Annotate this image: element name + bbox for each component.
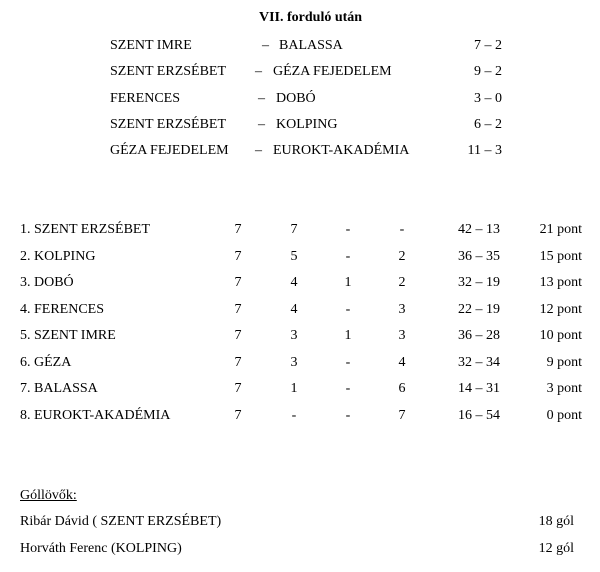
- standing-won: -: [291, 408, 297, 423]
- standing-goals: 36 – 35: [458, 249, 500, 264]
- standing-played: 7: [234, 249, 242, 264]
- standing-team: 2. KOLPING: [20, 249, 96, 264]
- match-away-team: KOLPING: [276, 117, 338, 132]
- match-dash: –: [255, 143, 262, 158]
- standing-points: 12 pont: [539, 302, 582, 317]
- match-away-team: EUROKT-AKADÉMIA: [273, 143, 410, 158]
- match-away-team: BALASSA: [279, 38, 343, 53]
- standing-played: 7: [234, 408, 242, 423]
- standing-points: 10 pont: [539, 328, 582, 343]
- standing-lost: 4: [398, 355, 406, 370]
- standing-won: 4: [290, 302, 298, 317]
- match-home-team: FERENCES: [110, 91, 181, 106]
- standing-drawn: -: [345, 302, 351, 317]
- scorer-goals: 18 gól: [538, 514, 574, 529]
- standing-won: 5: [290, 249, 298, 264]
- standing-points: 0 pont: [546, 408, 582, 423]
- standing-won: 1: [290, 381, 298, 396]
- standing-drawn: 1: [344, 275, 352, 290]
- standing-goals: 42 – 13: [458, 222, 500, 237]
- standing-played: 7: [234, 328, 242, 343]
- match-home-team: GÉZA FEJEDELEM: [110, 143, 229, 158]
- standing-team: 7. BALASSA: [20, 381, 98, 396]
- standing-goals: 32 – 19: [458, 275, 500, 290]
- standing-lost: 2: [398, 249, 406, 264]
- match-away-team: DOBÓ: [276, 91, 316, 106]
- standing-lost: 6: [398, 381, 406, 396]
- standing-won: 7: [290, 222, 298, 237]
- standing-points: 21 pont: [539, 222, 582, 237]
- standing-lost: 7: [398, 408, 406, 423]
- match-dash: –: [262, 38, 269, 53]
- standing-won: 4: [290, 275, 298, 290]
- standing-lost: 3: [398, 328, 406, 343]
- standing-drawn: 1: [344, 328, 352, 343]
- standing-drawn: -: [345, 408, 351, 423]
- match-score: 9 – 2: [474, 64, 502, 79]
- standing-goals: 16 – 54: [458, 408, 500, 423]
- standing-lost: 2: [398, 275, 406, 290]
- standing-points: 15 pont: [539, 249, 582, 264]
- match-score: 3 – 0: [474, 91, 502, 106]
- standing-team: 4. FERENCES: [20, 302, 105, 317]
- match-away-team: GÉZA FEJEDELEM: [273, 64, 392, 79]
- match-dash: –: [258, 117, 265, 132]
- match-home-team: SZENT ERZSÉBET: [110, 117, 227, 132]
- match-score: 6 – 2: [474, 117, 502, 132]
- standing-team: 1. SZENT ERZSÉBET: [20, 222, 151, 237]
- scorer-name: Horváth Ferenc (KOLPING): [20, 541, 182, 556]
- match-dash: –: [258, 91, 265, 106]
- standing-goals: 14 – 31: [458, 381, 500, 396]
- standing-drawn: -: [345, 381, 351, 396]
- standing-goals: 22 – 19: [458, 302, 500, 317]
- standing-points: 3 pont: [546, 381, 582, 396]
- standing-drawn: -: [345, 355, 351, 370]
- scorer-goals: 12 gól: [538, 541, 574, 556]
- round-title: VII. forduló után: [259, 10, 363, 25]
- standing-played: 7: [234, 381, 242, 396]
- standing-played: 7: [234, 302, 242, 317]
- standing-points: 9 pont: [546, 355, 582, 370]
- standing-played: 7: [234, 275, 242, 290]
- match-home-team: SZENT ERZSÉBET: [110, 64, 227, 79]
- scorer-name: Ribár Dávid ( SZENT ERZSÉBET): [20, 514, 222, 529]
- standing-played: 7: [234, 222, 242, 237]
- standing-team: 3. DOBÓ: [20, 275, 74, 290]
- standing-drawn: -: [345, 222, 351, 237]
- match-dash: –: [255, 64, 262, 79]
- standing-team: 8. EUROKT-AKADÉMIA: [20, 408, 171, 423]
- match-score: 7 – 2: [474, 38, 502, 53]
- scorers-title: Góllövők:: [20, 488, 77, 503]
- standing-goals: 32 – 34: [458, 355, 500, 370]
- standing-played: 7: [234, 355, 242, 370]
- standing-team: 6. GÉZA: [20, 355, 72, 370]
- standing-team: 5. SZENT IMRE: [20, 328, 116, 343]
- match-score: 11 – 3: [467, 143, 502, 158]
- standing-won: 3: [290, 355, 298, 370]
- standing-points: 13 pont: [539, 275, 582, 290]
- standing-drawn: -: [345, 249, 351, 264]
- standing-lost: -: [399, 222, 405, 237]
- standing-won: 3: [290, 328, 298, 343]
- standing-lost: 3: [398, 302, 406, 317]
- match-home-team: SZENT IMRE: [110, 38, 192, 53]
- standing-goals: 36 – 28: [458, 328, 500, 343]
